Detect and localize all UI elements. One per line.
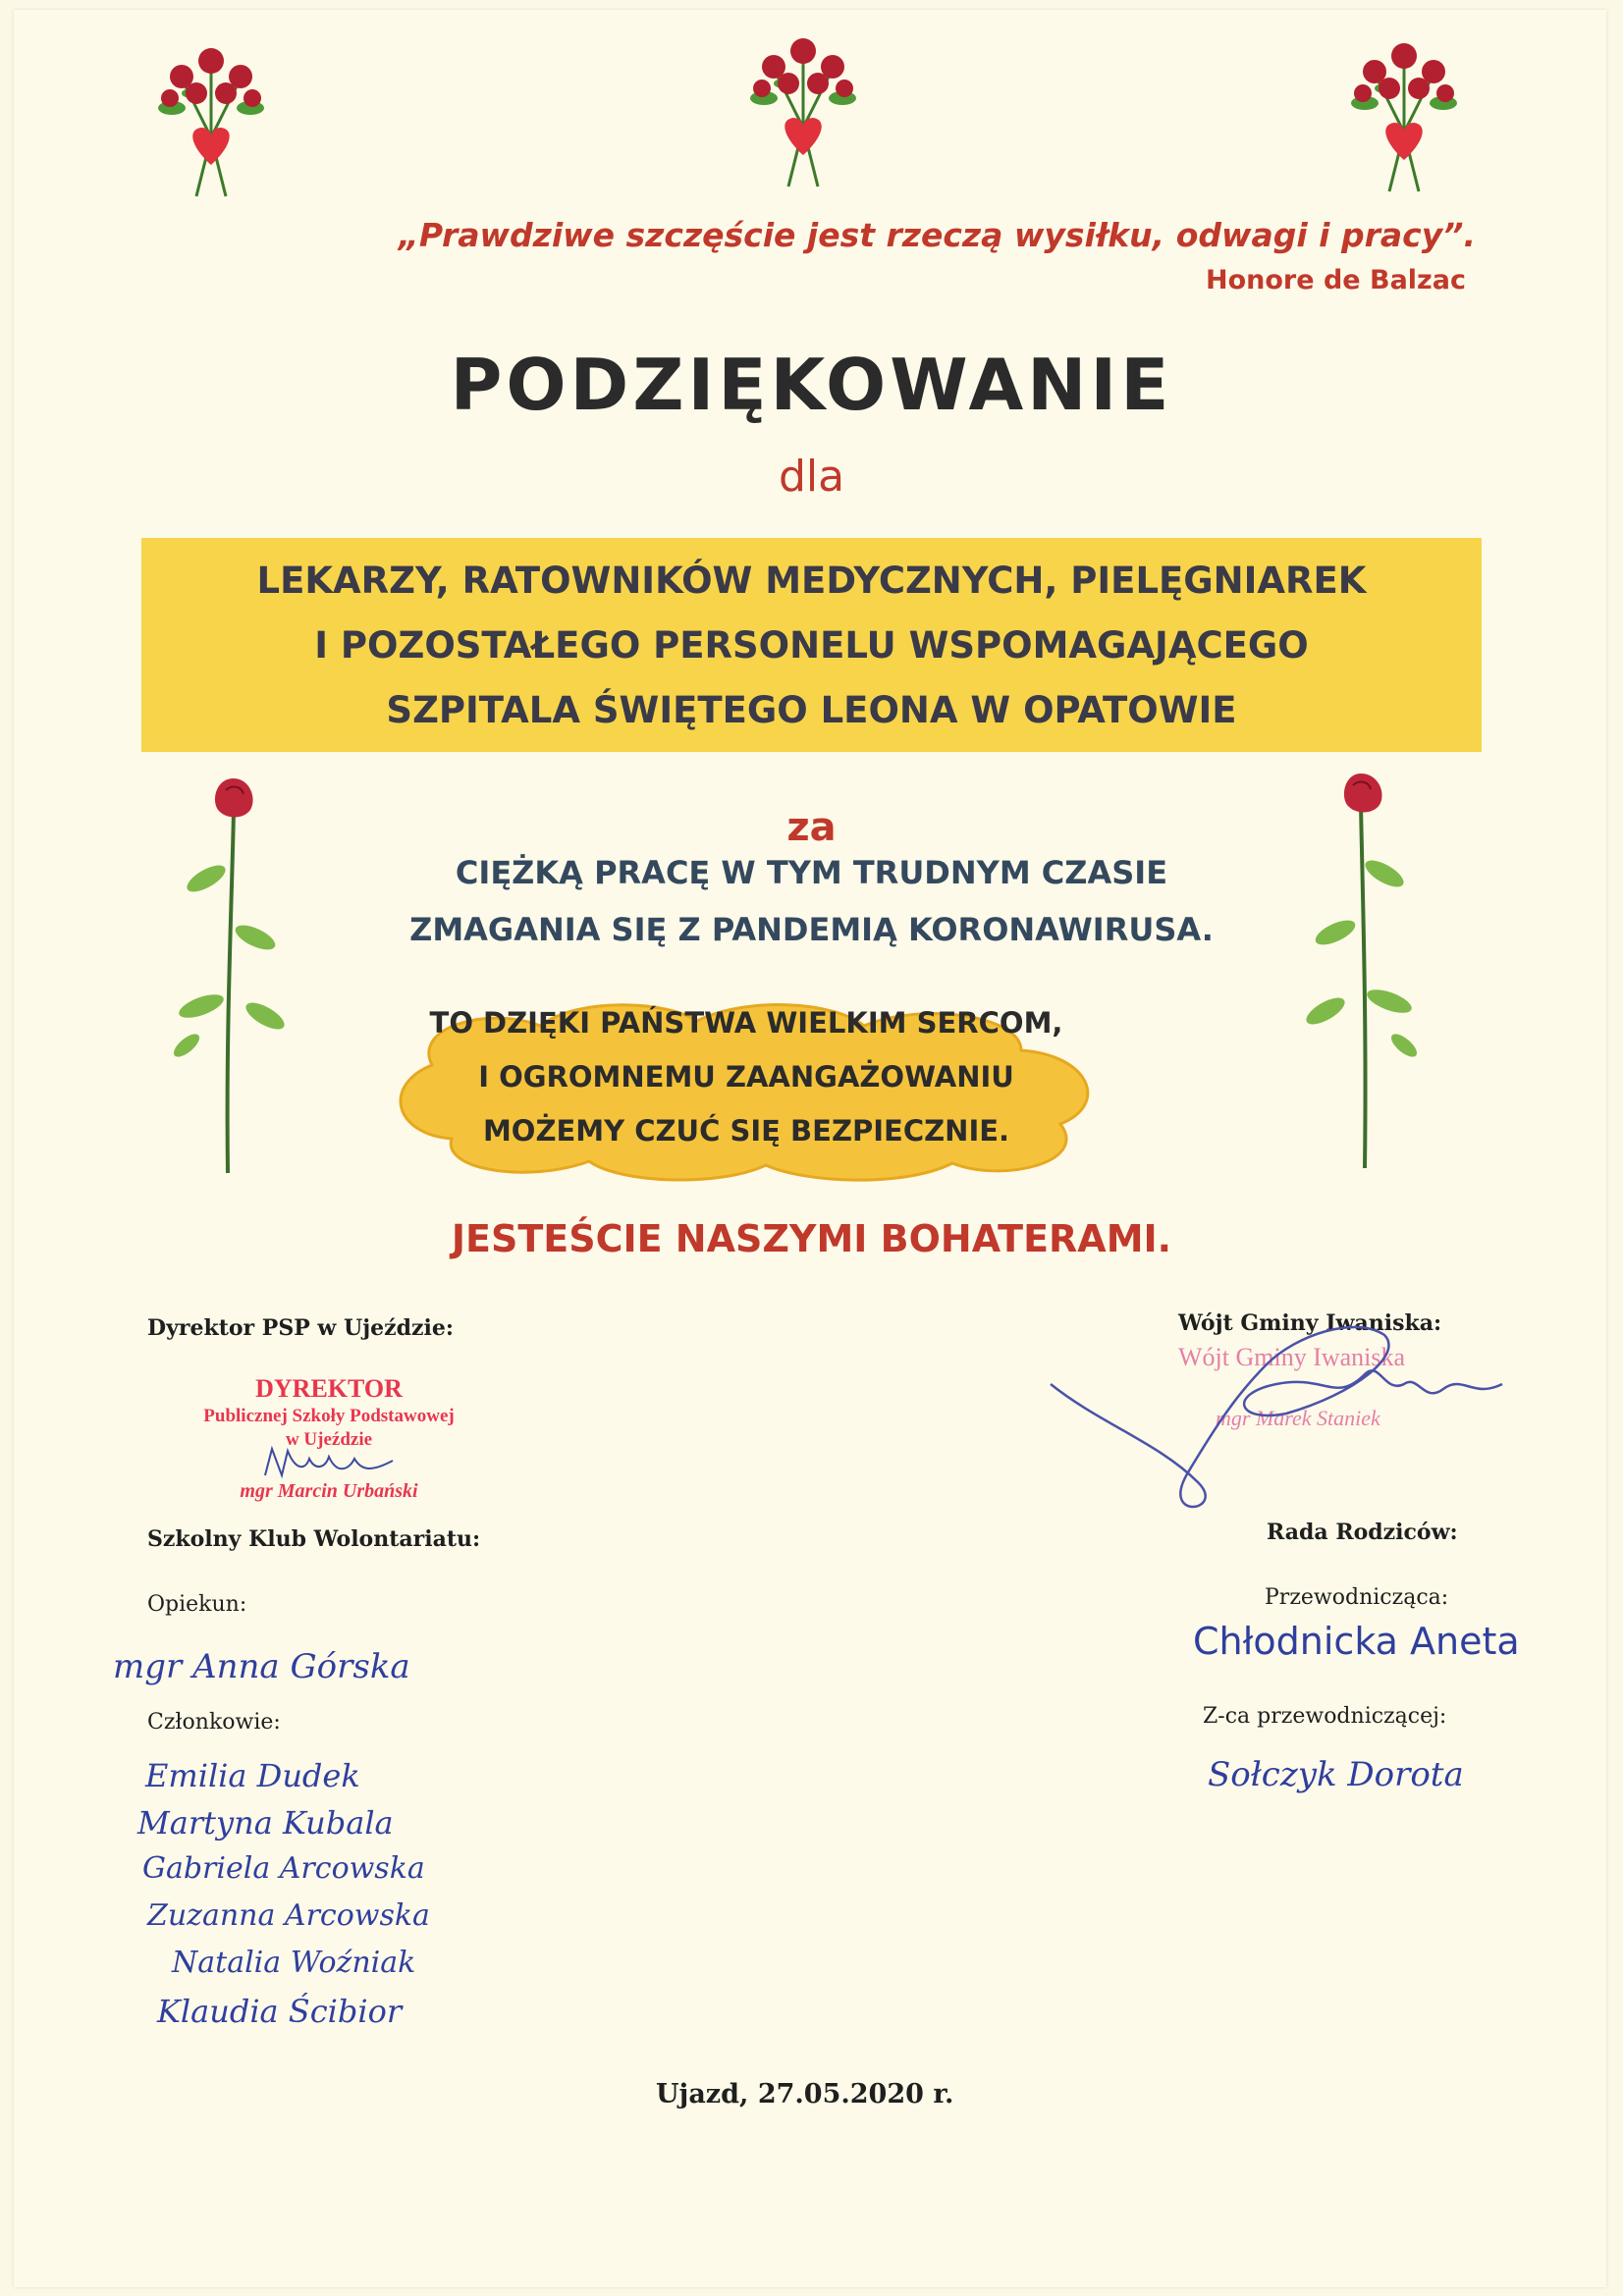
- banner-line-1: LEKARZY, RATOWNIKÓW MEDYCZNYCH, PIELĘGNIAREK: [256, 560, 1367, 602]
- member-signature: Martyna Kubala: [137, 1804, 394, 1842]
- za-text: za: [786, 805, 837, 850]
- parents-label: Rada Rodziców:: [1267, 1520, 1458, 1545]
- dla-text: dla: [778, 452, 845, 502]
- director-stamp-name: mgr Marcin Urbański: [240, 1480, 418, 1502]
- reason-line-1: CIĘŻKĄ PRACĘ W TYM TRUDNYM CZASIE: [455, 854, 1168, 891]
- mayor-label: Wójt Gminy Iwaniska:: [1178, 1310, 1442, 1336]
- quote-text: „Prawdziwe szczęście jest rzeczą wysiłku, odwagi i pracy”.: [398, 216, 1476, 254]
- reason-line-2: ZMAGANIA SIĘ Z PANDEMIĄ KORONAWIRUSA.: [409, 911, 1214, 948]
- quote-author: Honore de Balzac: [1206, 265, 1466, 295]
- chair-label: Przewodnicząca:: [1265, 1585, 1449, 1610]
- vice-chair-signature: Sołczyk Dorota: [1208, 1755, 1464, 1794]
- rose-bouquet-left-icon: [142, 39, 280, 206]
- director-stamp-title: DYREKTOR: [255, 1374, 403, 1403]
- mayor-signature-icon: [1041, 1276, 1551, 1531]
- members-label: Członkowie:: [147, 1710, 281, 1735]
- cloud-line-2: I OGROMNEMU ZAANGAŻOWANIU: [478, 1060, 1014, 1094]
- vice-chair-label: Z-ca przewodniczącej:: [1203, 1704, 1447, 1729]
- guardian-signature: mgr Anna Górska: [113, 1647, 410, 1686]
- member-signature: Natalia Woźniak: [172, 1946, 416, 1980]
- place-date: Ujazd, 27.05.2020 r.: [656, 2079, 954, 2109]
- guardian-label: Opiekun:: [147, 1592, 247, 1617]
- cloud-line-3: MOŻEMY CZUĆ SIĘ BEZPIECZNIE.: [482, 1114, 1010, 1148]
- chair-signature: Chłodnicka Aneta: [1193, 1620, 1520, 1663]
- director-signature-icon: [260, 1441, 398, 1484]
- director-stamp-line-1: Publicznej Szkoły Podstawowej: [203, 1406, 455, 1426]
- director-label: Dyrektor PSP w Ujeździe:: [147, 1315, 454, 1341]
- member-signature: Gabriela Arcowska: [142, 1851, 425, 1886]
- rose-bouquet-right-icon: [1335, 34, 1473, 201]
- mayor-stamp-name: mgr Marek Staniek: [1216, 1406, 1380, 1430]
- rose-bouquet-center-icon: [734, 29, 872, 196]
- page-title: PODZIĘKOWANIE: [450, 344, 1173, 426]
- banner-line-3: SZPITALA ŚWIĘTEGO LEONA W OPATOWIE: [386, 689, 1237, 731]
- cloud-line-1: TO DZIĘKI PAŃSTWA WIELKIM SERCOM,: [429, 1006, 1063, 1040]
- mayor-stamp-title: Wójt Gminy Iwaniska: [1178, 1343, 1406, 1371]
- club-label: Szkolny Klub Wolontariatu:: [147, 1526, 481, 1552]
- member-signature: Emilia Dudek: [145, 1757, 360, 1794]
- recipient-banner: [141, 538, 1482, 752]
- director-stamp-line-2: w Ujeździe: [285, 1429, 373, 1450]
- heroes-text: JESTEŚCIE NASZYMI BOHATERAMI.: [451, 1217, 1172, 1260]
- member-signature: Klaudia Ścibior: [157, 1993, 403, 2030]
- banner-line-2: I POZOSTAŁEGO PERSONELU WSPOMAGAJĄCEGO: [314, 624, 1309, 667]
- member-signature: Zuzanna Arcowska: [147, 1898, 430, 1933]
